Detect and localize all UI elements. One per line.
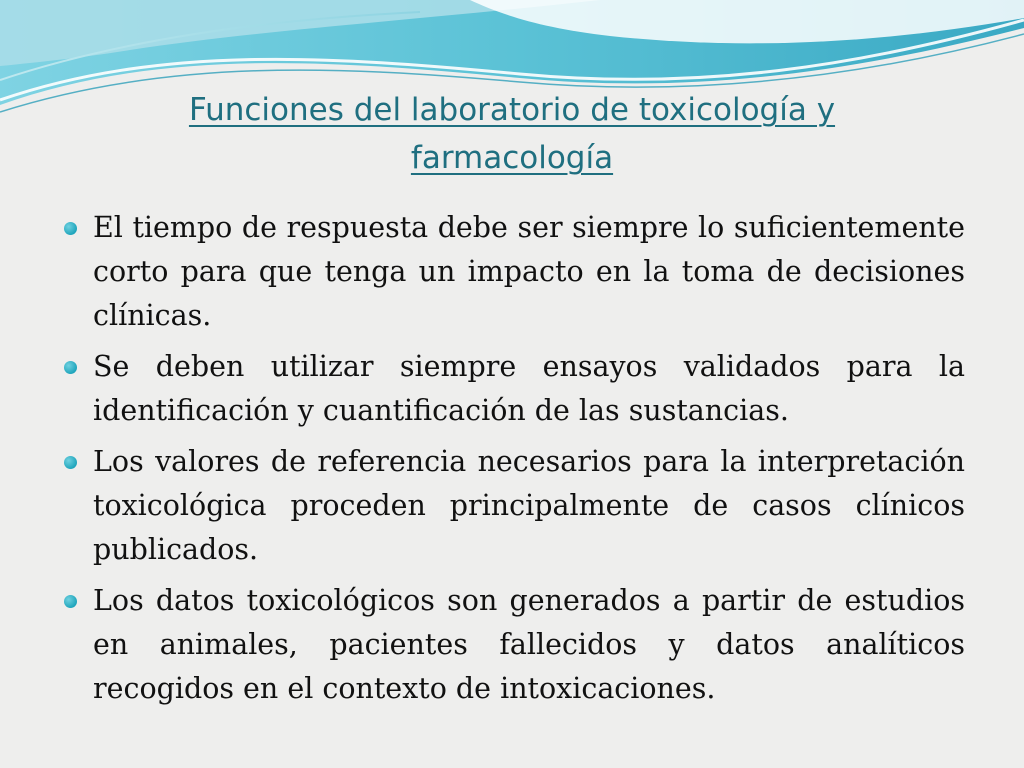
slide-title: Funciones del laboratorio de toxicología y farmacología — [188, 92, 836, 176]
bullet-dot-icon — [64, 595, 77, 608]
bullet-text: El tiempo de respuesta debe ser siempre lo suficientemente corto para que tenga un impacto en la toma de decisiones clínicas. — [93, 211, 965, 332]
bullet-item — [60, 345, 965, 433]
bullet-text: Los valores de referencia necesarios para la interpretación toxicológica proceden principalmente de casos clínicos publicados. — [93, 445, 965, 566]
bullet-item — [60, 440, 965, 572]
bullet-list — [60, 206, 965, 718]
bullet-item — [60, 206, 965, 338]
bullet-dot-icon — [64, 456, 77, 469]
bullet-item — [60, 579, 965, 711]
bullet-dot-icon — [64, 361, 77, 374]
bullet-text: Los datos toxicológicos son generados a partir de estudios en animales, pacientes fallecidos y datos analíticos recogidos en el contexto de intoxicaciones. — [93, 584, 965, 705]
bullet-dot-icon — [64, 222, 77, 235]
bullet-text: Se deben utilizar siempre ensayos validados para la identificación y cuantificación de las sustancias. — [93, 350, 965, 427]
